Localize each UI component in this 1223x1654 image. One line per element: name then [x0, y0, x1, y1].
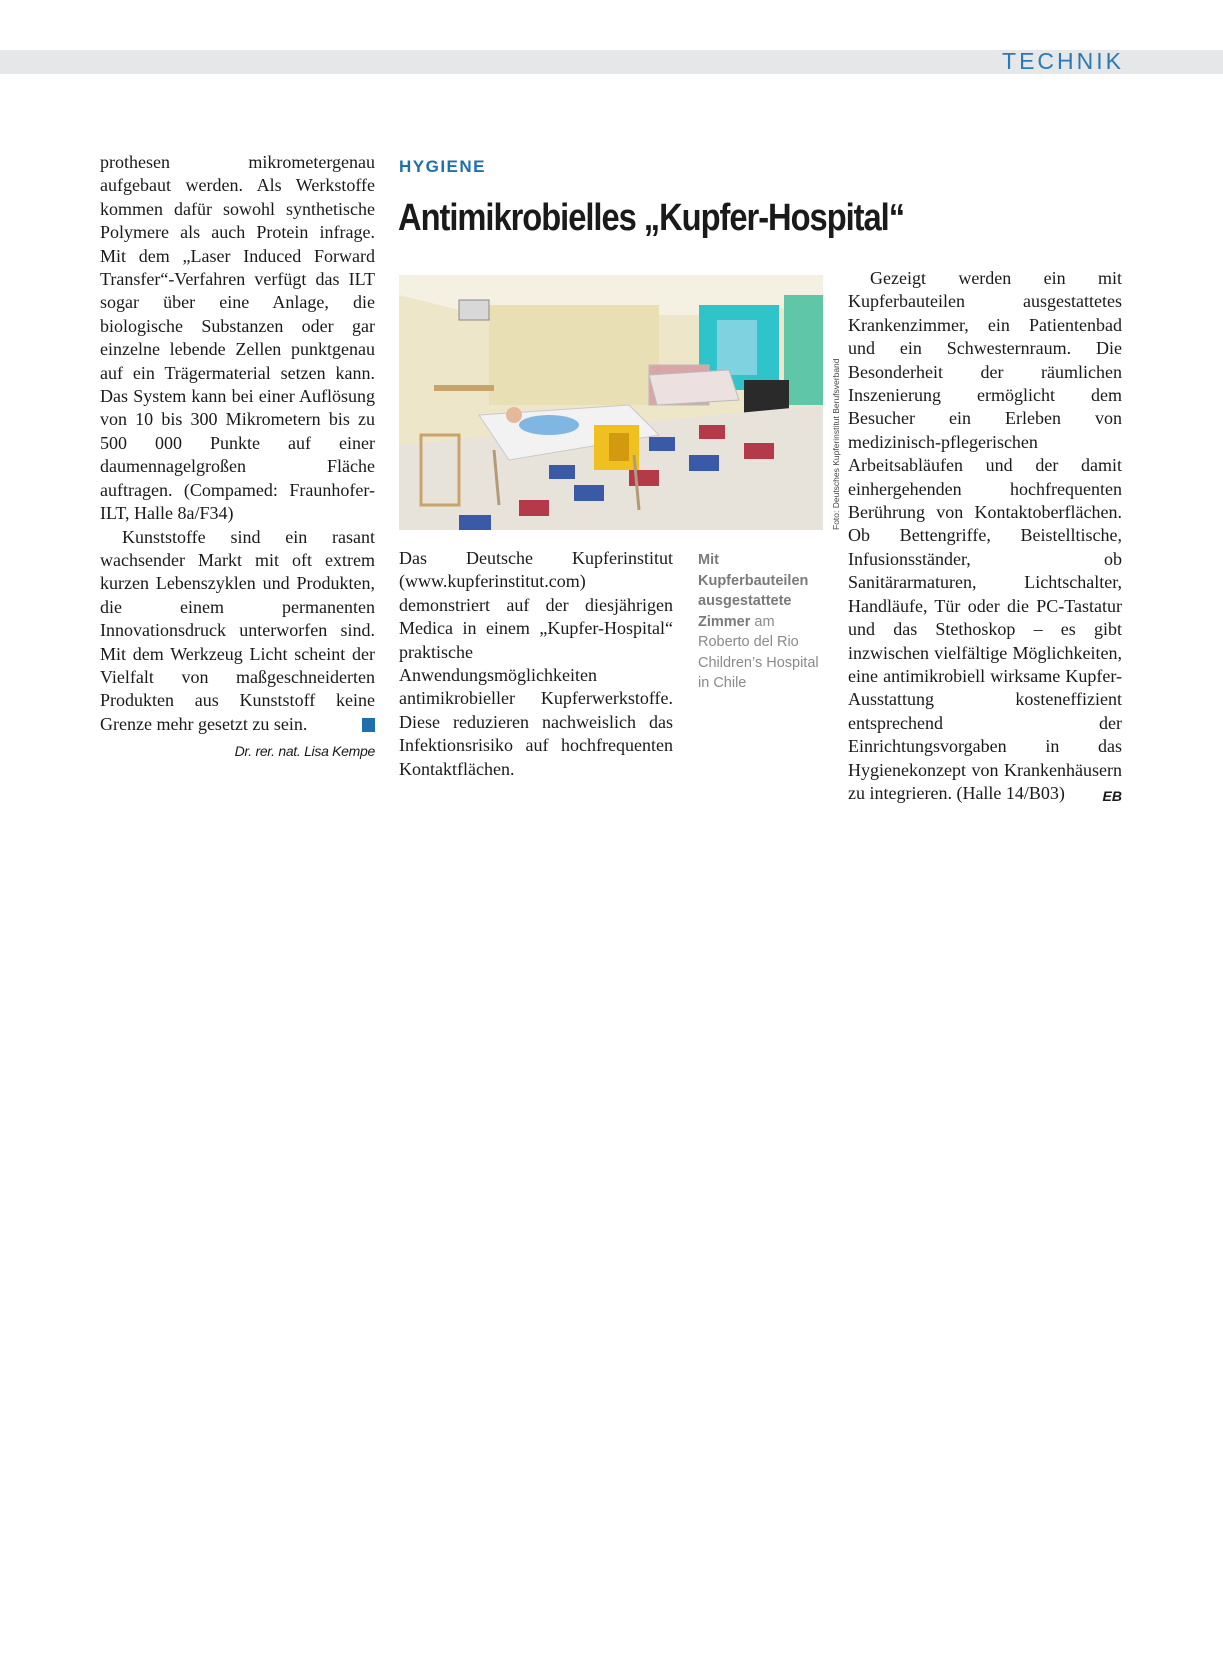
- section-label: TECHNIK: [1002, 48, 1124, 74]
- article-column-2: [848, 267, 1122, 808]
- hospital-room-photo: [399, 275, 823, 530]
- hospital-room-illustration: [399, 275, 823, 530]
- article-headline: Antimikrobielles „Kupfer-Hospital“: [398, 197, 905, 239]
- caption-text: am Roberto del Rio Children’s Hospital in Chile: [698, 613, 819, 691]
- article-column-1: [399, 547, 673, 781]
- photo-caption: [698, 550, 826, 694]
- paragraph-text: Gezeigt werden ein mit Kupferbauteilen ausgestattetes Krankenzimmer, ein Patientenbad und ein Schwesternraum. Die Besonderheit der räumlichen Inszenierung ermöglicht dem Besucher ein Erleben von medizinisch-pflegerischen Arbeitsabläufen und der damit einhergehenden hochfrequenten Berührung von Kontaktoberflächen. Ob Bettengriffe, Beistelltische, Infusionsständer, ob Sanitärarmaturen, Lichtschalter, Handläufe, Tür oder die PC-Tastatur und das Stethoskop – es gibt inzwischen vielfältige Möglichkeiten, eine antimikrobiell wirksame Kupfer-Ausstattung kosteneffizient entsprechend der Einrichtungsvorgaben in das Hygienekonzept von Krankenhäusern zu integrieren. (Halle 14/B03): [848, 268, 1122, 803]
- left-column: [100, 151, 375, 760]
- caption-bold: Mit Kupferbauteilen ausgestattete Zimmer: [698, 552, 809, 630]
- body-paragraph: prothesen mikrometergenau aufgebaut werden. Als Werkstoffe kommen dafür sowohl synthetische Polymere als auch Protein infrage. Mit dem „Laser Induced Forward Transfer“-Verfahren verfügt das ILT sogar über eine Anlage, die biologische Substanzen oder gar einzelne lebende Zellen punktgenau auf ein Trägermaterial setzen kann. Das System kann bei einer Auflösung von 10 bis 300 Mikrometern bis zu 500 000 Punkte auf einer daumennagelgroßen Fläche auftragen. (Compamed: Fraunhofer-ILT, Halle 8a/F34): [100, 152, 375, 524]
- article-kicker: HYGIENE: [399, 157, 487, 176]
- author-initials: EB: [1102, 787, 1122, 804]
- body-paragraph: [100, 526, 375, 737]
- body-paragraph: Das Deutsche Kupferinstitut (www.kupferinstitut.com) demonstriert auf der diesjährigen Medica in einem „Kupfer-Hospital“ praktische Anwendungsmöglichkeiten antimikrobieller Kupferwerkstoffe. Diese reduzieren nachweislich das Infektionsrisiko auf hochfrequenten Kontaktflächen.: [399, 548, 673, 779]
- author-byline: Dr. rer. nat. Lisa Kempe: [234, 743, 375, 760]
- paragraph-text: Kunststoffe sind ein rasant wachsender Markt mit oft extrem kurzen Lebenszyklen und Produkten, die einem permanenten Innovationsdruck unterworfen sind. Mit dem Werkzeug Licht scheint der Vielfalt von maßgeschneiderten Produkten aus Kunststoff keine Grenze mehr gesetzt zu sein.: [100, 526, 375, 734]
- body-paragraph: [848, 267, 1122, 805]
- end-mark-icon: [362, 718, 375, 732]
- photo-credit-text: Foto: Deutsches Kupferinstitut Berufsverband: [831, 358, 841, 530]
